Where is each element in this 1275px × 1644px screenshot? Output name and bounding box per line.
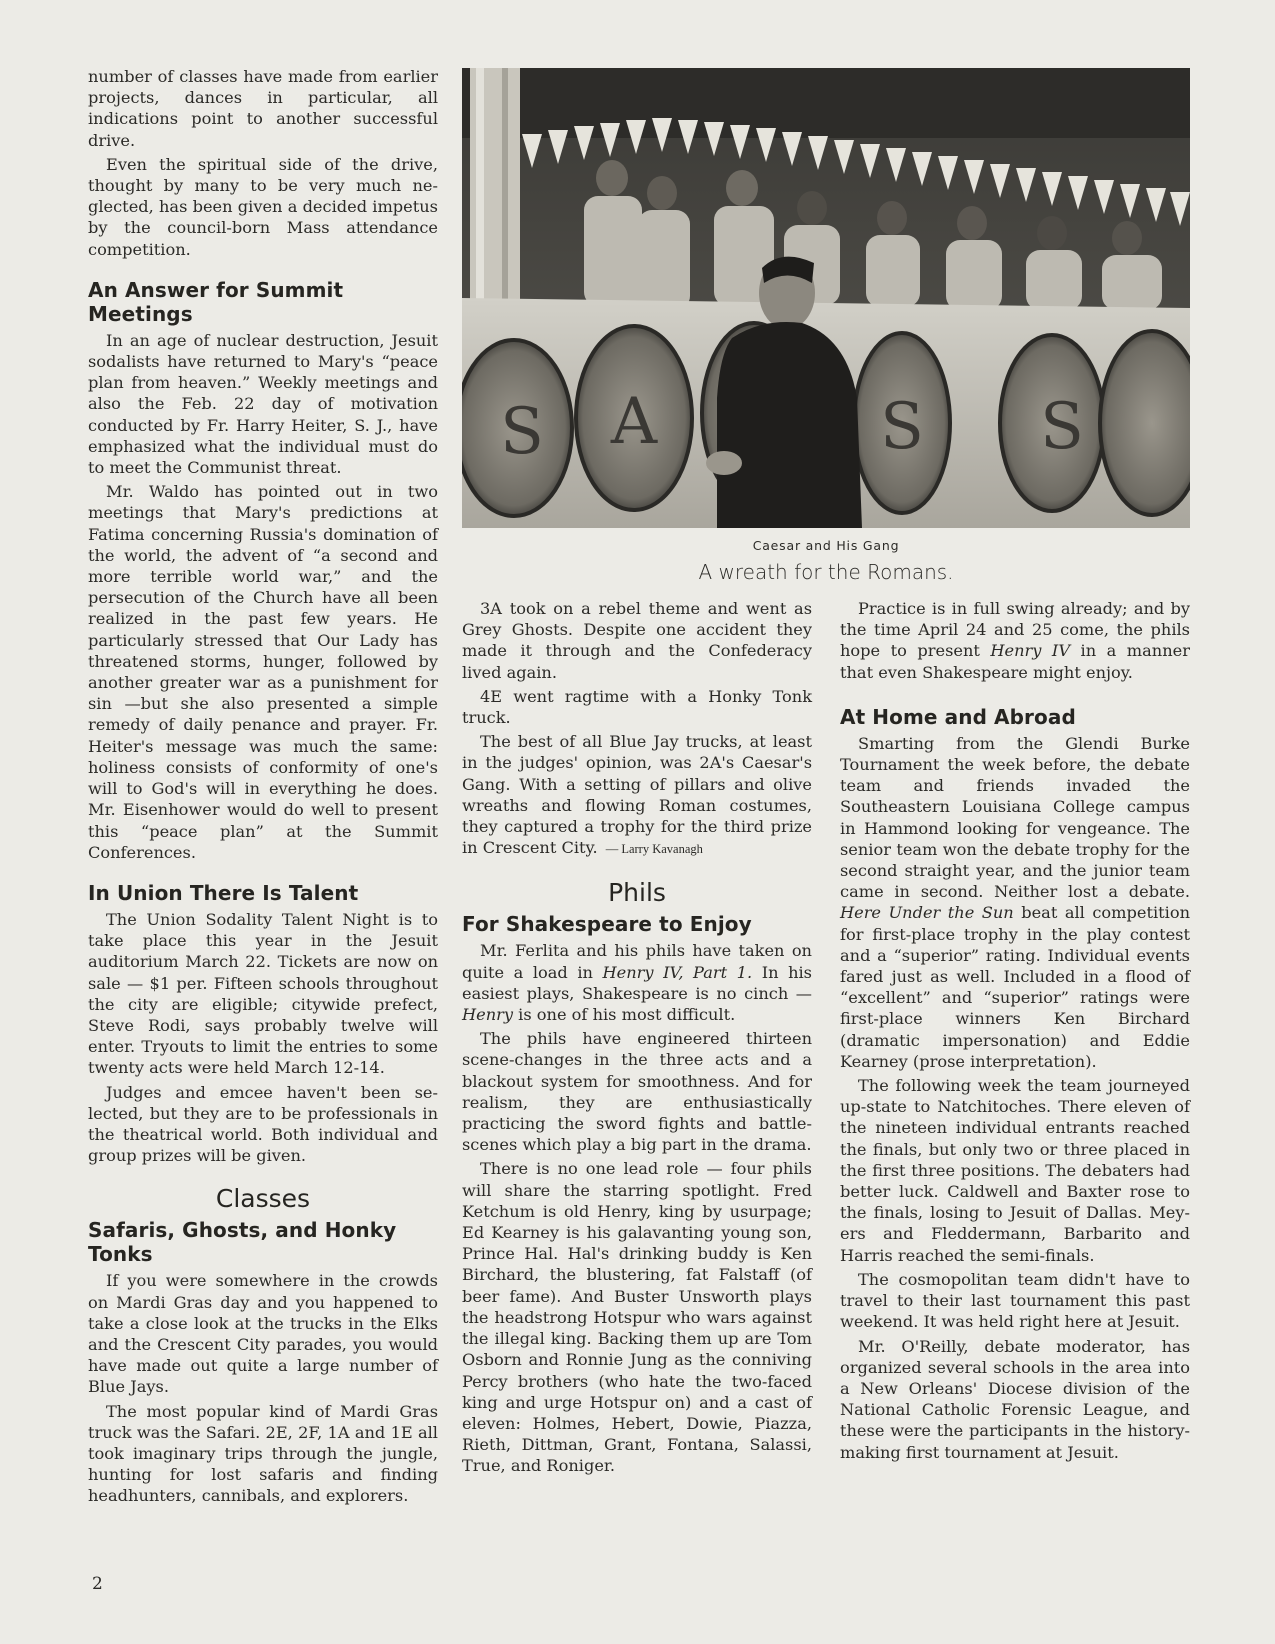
paragraph <box>462 940 812 1025</box>
shield-letter: S <box>880 390 924 464</box>
paragraph <box>462 731 812 860</box>
headline-union: In Union There Is Talent <box>88 880 359 905</box>
paragraph: The most popular kind of Mardi Gras truck was the Safari. 2E, 2F, 1A and 1E all took imaginary trips through the jungle, hunting for lost safaris and finding headhunters, cannibals, and explorers. <box>88 1401 438 1506</box>
shield-letter: S <box>1040 390 1084 464</box>
paragraph: Judges and emcee haven't been selected, but they are to be professionals in the theatrical world. Both individual and group prizes will be given. <box>88 1082 438 1166</box>
photo-caption-subtitle: A wreath for the Romans. <box>698 560 954 584</box>
paragraph: 4E went ragtime with a Honky Tonk truck. <box>462 686 812 728</box>
page-number: 2 <box>92 1574 103 1594</box>
paragraph: Mr. O'Reilly, debate moderator, has organized several schools in the area into a New Orleans' Diocese division of the National Catholic Forensic League, and these were the participants in the history-making first tournament at Jesuit. <box>840 1336 1190 1462</box>
text-run: beat all competition for first-place trophy in the play contest and a “superior” rating. Individual events fared just as well. Included in a flood of “excellent” and “superior” ratings were first-place winners Ken Birchard (dramatic impersonation) and Eddie Kearney (prose interpretation). <box>840 903 1190 1071</box>
text-run: is one of his most difficult. <box>513 1005 736 1025</box>
paragraph: Even the spiritual side of the drive, thought by many to be very much neglected, has been given a decided impetus by the council-born Mass attendance competition. <box>88 154 438 259</box>
paragraph: There is no one lead role — four phils will share the starring spotlight. Fred Ketchum is old Henry, king by usurpage; Ed Kearney is his galavanting young son, Prince Hal. Hal's drinking buddy is Ken Birchard, the blustering, fat Falstaff (of beer fame). And Buster Unsworth plays the headstrong Hotspur who wars against the illegal king. Backing them up are Tom Osborn and Ronnie Jung as the conniving Percy brothers (who hate the two-faced king and urge Hotspur on) and a cast of eleven: Holmes, Hebert, Dowie, Piazza, Rieth, Dittman, Grant, Fontana, Salassi, True, and Roniger. <box>462 1159 812 1476</box>
shield-letter: A <box>610 385 658 459</box>
play-title: Henry IV, Part 1. <box>602 962 753 982</box>
headline-shakespeare: For Shakespeare to Enjoy <box>462 912 752 937</box>
paragraph <box>840 733 1190 1072</box>
right-column <box>840 598 1190 1466</box>
paragraph: 3A took on a rebel theme and went as Grey Ghosts. Despite one accident they made it through and the Confederacy lived again. <box>462 599 812 682</box>
paragraph: The Union Sodality Talent Night is to take place this year in the Jesuit auditorium March 22. Tickets are now on sale — $1 per. Fifteen schools throughout the city are eligible; citywide prefect, Steve Rodi, says probably twelve will enter. Tryouts to limit the entries to some twenty acts were held March 12-14. <box>88 909 438 1078</box>
left-column <box>88 66 438 1510</box>
paragraph: number of classes have made from earlier projects, dances in particular, all indications point to another successful drive. <box>88 67 438 150</box>
shield-letter: S <box>500 395 544 469</box>
paragraph: In an age of nuclear destruction, Jesuit sodalists have returned to Mary's “peace plan from heaven.” Weekly meetings and also the Feb. 22 day of motivation conducted by Fr. Harry Heiter, S. J., have emphasized what the individual must do to meet the Communist threat. <box>88 330 438 478</box>
text-run: in a manner that even Shakespeare might enjoy. <box>840 641 1190 682</box>
paragraph: The cosmopolitan team didn't have to travel to their last tournament this past weekend. It was held right here at Jesuit. <box>840 1269 1190 1332</box>
section-title-phils: Phils <box>608 878 666 908</box>
headline-summit: An Answer for Summit Meetings <box>88 277 344 326</box>
text-run: Practice is in full swing already; and by the time April 24 and 25 come, the phils hope to present <box>840 599 1190 661</box>
author-byline: — Larry Kavanagh <box>605 842 703 857</box>
play-title: Here Under the Sun <box>840 903 1014 923</box>
paragraph <box>840 598 1190 683</box>
middle-column <box>462 598 812 1480</box>
photo-caption-title: Caesar and His Gang <box>752 538 900 553</box>
paragraph: If you were somewhere in the crowds on Mardi Gras day and you happened to take a close look at the trucks in the Elks and the Crescent City parades, you would have made out quite a large number of Blue Jays. <box>88 1271 438 1397</box>
paragraph: The phils have engineered thirteen scene-changes in the three acts and a blackout system for smoothness. And for realism, they are enthusiastically practicing the sword fights and battle-scenes which play a big part in the drama. <box>462 1029 812 1155</box>
play-title: Henry IV <box>990 641 1071 661</box>
paragraph-text: The best of all Blue Jay trucks, at least in the judges' opinion, was 2A's Caesar's Gang. With a setting of pillars and olive wreaths and flowing Roman costumes, they captured a trophy for the third prize in Crescent City. <box>462 732 812 858</box>
text-run: In his easiest plays, Shakespeare is no cinch — <box>462 962 812 1003</box>
play-title: Henry <box>462 1005 514 1025</box>
headline-home-abroad: At Home and Abroad <box>840 704 1076 729</box>
text-run: Smarting from the Glendi Burke Tournament the week before, the debate team and friends invaded the Southeastern Louisiana College campus in Hammond looking for vengeance. The senior team won the debate trophy for the second straight year, and the junior team came in second. Neither lost a debate. <box>840 733 1190 902</box>
paragraph: Mr. Waldo has pointed out in two meetings that Mary's predictions at Fatima concerning Russia's domination of the world, the advent of “a second and more terrible world war,” and the persecution of the Church have all been realized in the past few years. He particularly stressed that Our Lady has threatened storms, hunger, followed by another greater war as a punishment for sin —but she also presented a simple remedy of daily penance and prayer. Fr. Heiter's message was much the same: holiness consists of conformity of one's will to God's will in everything he does. Mr. Eisenhower would do well to present this “peace plan” at the Summit Conferences. <box>88 482 438 862</box>
text-run: Mr. Ferlita and his phils have taken on quite a load in <box>462 941 812 982</box>
parade-float-photo <box>462 68 1190 528</box>
headline-safaris: Safaris, Ghosts, and Honky Tonks <box>88 1218 397 1267</box>
paragraph: The following week the team journeyed up-state to Natchitoches. There eleven of the nineteen individual entrants reached the finals, but only two or three placed in the first three positions. The debaters had better luck. Caldwell and Baxter rose to the finals, losing to Jesuit of Dallas. Meyers and Fleddermann, Barbarito and Harris reached the semi-finals. <box>840 1076 1190 1265</box>
section-title-classes: Classes <box>215 1184 311 1214</box>
